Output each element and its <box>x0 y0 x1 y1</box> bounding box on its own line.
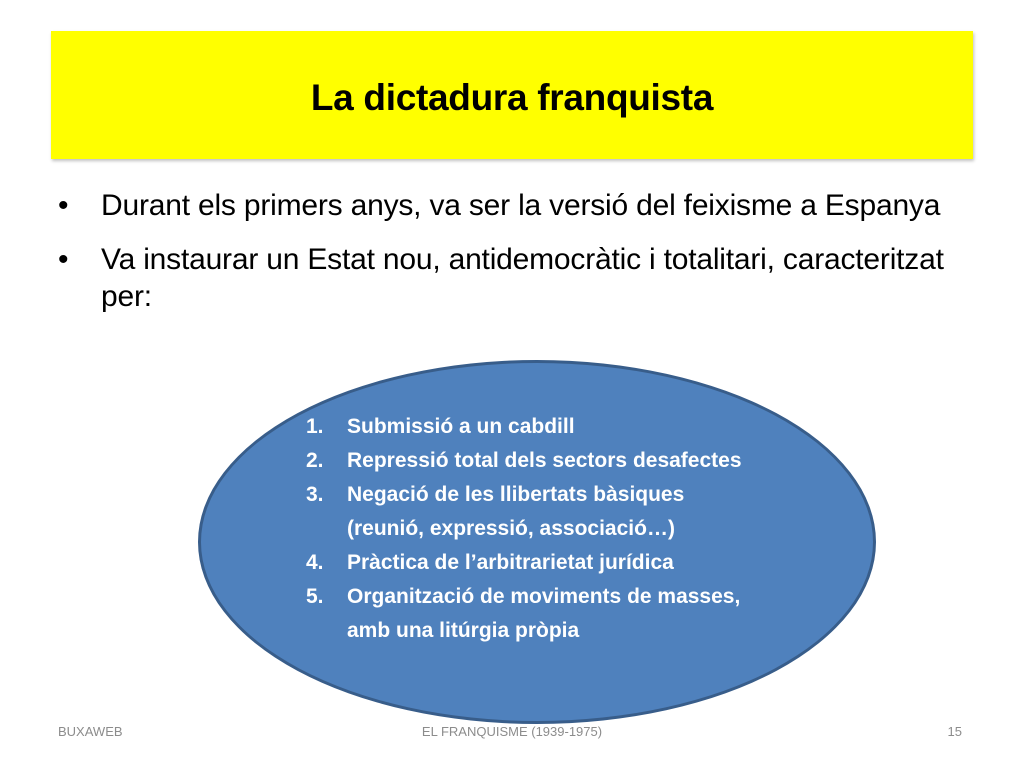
item-text: Pràctica de l’arbitrarietat jurídica <box>347 551 674 574</box>
item-text: Submissió a un cabdill <box>347 415 575 438</box>
bullet-item <box>58 241 958 315</box>
item-number: 1. <box>306 415 324 438</box>
characteristic-item <box>306 580 766 648</box>
title-banner <box>51 31 973 159</box>
item-number: 2. <box>306 449 324 472</box>
slide-title: La dictadura franquista <box>310 77 714 118</box>
bullet-icon: • <box>58 243 69 276</box>
bullet-item <box>58 187 958 224</box>
item-text: Negació de les llibertats bàsiques (reunió, expressió, associació…) <box>347 483 685 540</box>
item-number: 4. <box>306 551 324 574</box>
characteristic-item <box>306 410 766 444</box>
page-number: 15 <box>947 724 962 739</box>
footer-title: EL FRANQUISME (1939-1975) <box>421 724 603 739</box>
characteristic-item <box>306 546 766 580</box>
bullet-list <box>58 187 958 332</box>
characteristics-list <box>306 410 766 648</box>
footer-author: BUXAWEB <box>58 724 123 739</box>
item-text: Repressió total dels sectors desafectes <box>347 449 742 472</box>
bullet-text: Va instaurar un Estat nou, antidemocràtic i totalitari, caracteritzat per: <box>101 243 944 313</box>
characteristic-item <box>306 444 766 478</box>
item-text: Organització de moviments de masses, amb una litúrgia pròpia <box>347 585 741 642</box>
bullet-text: Durant els primers anys, va ser la versió del feixisme a Espanya <box>101 189 941 222</box>
bullet-icon: • <box>58 189 69 222</box>
item-number: 5. <box>306 585 324 608</box>
item-number: 3. <box>306 483 324 506</box>
characteristic-item <box>306 478 766 546</box>
